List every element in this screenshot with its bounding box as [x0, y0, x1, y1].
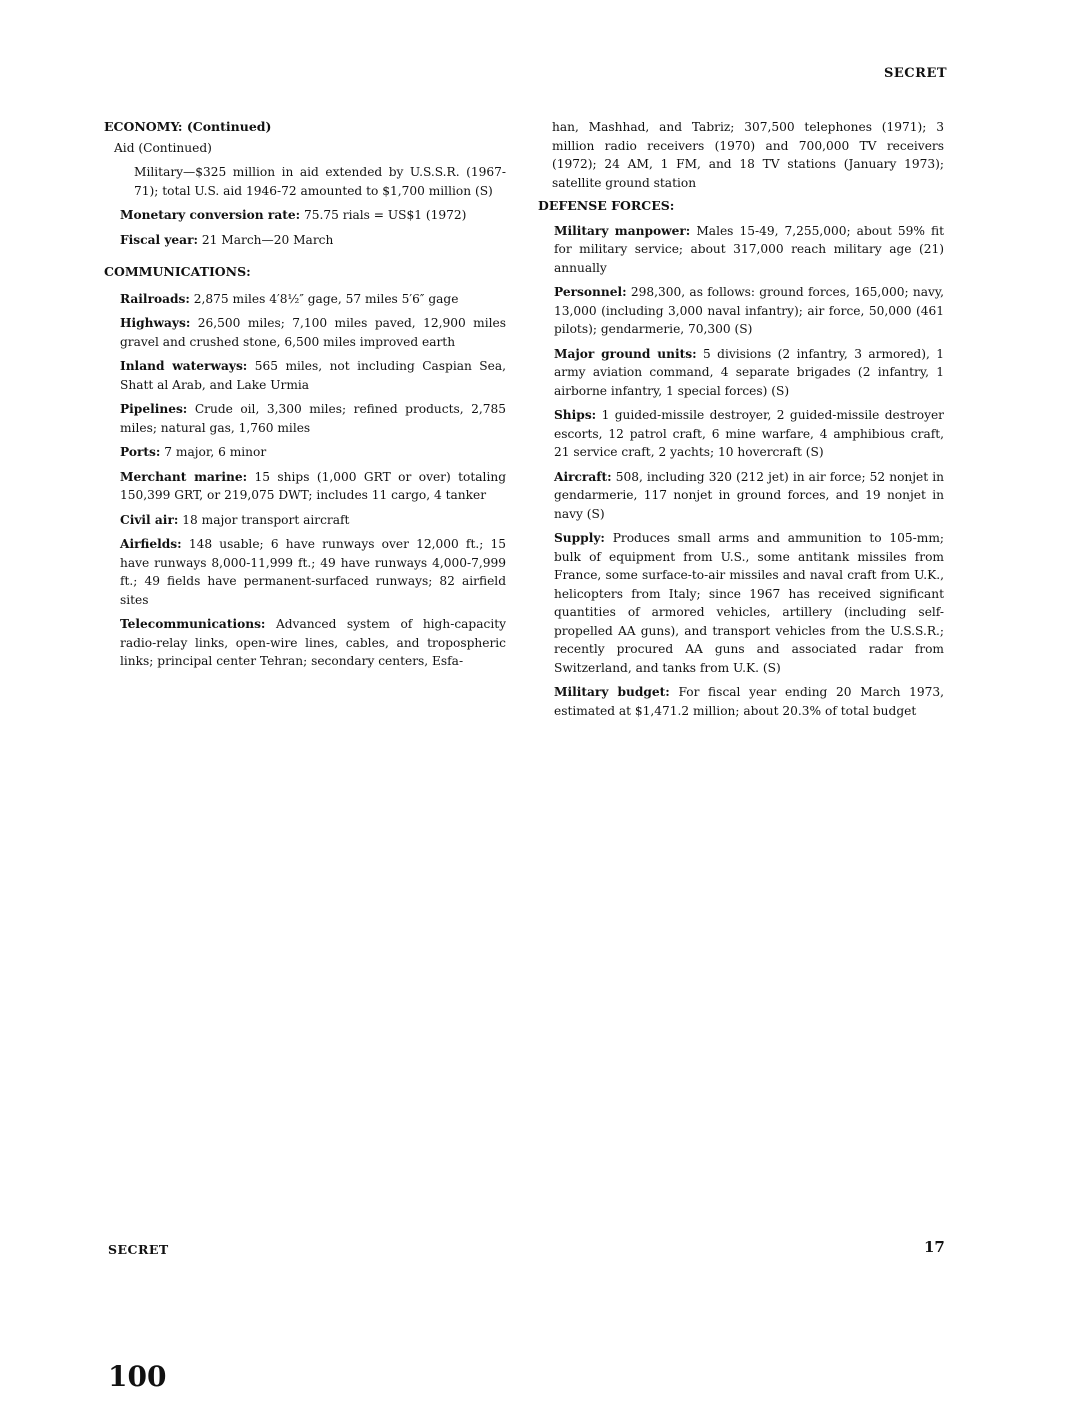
- ground-units-label: Major ground units:: [554, 346, 697, 361]
- civil-air-text: 18 major transport aircraft: [182, 512, 350, 527]
- manpower-text: Males 15-49, 7,255,000; about 59% fit for military service; about 317,000 reach military age (21) annually: [554, 223, 945, 275]
- waterways-label: Inland waterways:: [120, 359, 248, 373]
- civil-air-label: Civil air:: [120, 512, 179, 527]
- pipelines-text: Crude oil, 3,300 miles; refined products, 2,785 miles; natural gas, 1,760 miles: [120, 402, 506, 435]
- merchant-entry: [120, 468, 506, 505]
- ships-text: 1 guided-missile destroyer, 2 guided-missile destroyer escorts, 12 patrol craft, 6 mine warfare, 4 amphibious craft, 21 service craft, 2 yachts; 10 hovercraft (S): [554, 408, 945, 459]
- airfields-label: Airfields:: [120, 537, 182, 551]
- railroads-text: 2,875 miles 4′8½″ gage, 57 miles 5′6″ gage: [193, 291, 459, 306]
- merchant-text: 15 ships (1,000 GRT or over) totaling 150,399 GRT, or 219,075 DWT; includes 11 cargo, 4 tanker: [120, 469, 507, 502]
- telecom-entry: [120, 615, 506, 671]
- monetary-label: Monetary conversion rate:: [120, 208, 301, 222]
- aircraft-text: 508, including 320 (212 jet) in air force; 52 nonjet in gendarmerie, 117 nonjet in ground forces, and 19 nonjet in navy (S): [554, 469, 944, 521]
- pipelines-label: Pipelines:: [120, 402, 188, 416]
- personnel-entry: [554, 283, 944, 339]
- railroads-label: Railroads:: [120, 291, 190, 306]
- highways-label: Highways:: [120, 316, 191, 330]
- airfields-text: 148 usable; 6 have runways over 12,000 ft.; 15 have runways 8,000-11,999 ft.; 49 have runways 4,000-7,999 ft.; 49 fields have permanent-surfaced runways; 82 airfield sites: [120, 537, 507, 607]
- ships-label: Ships:: [554, 408, 597, 422]
- ground-units-text: 5 divisions (2 infantry, 3 armored), 1 army aviation command, 4 separate brigades (2 infantry, 1 airborne infantry, 1 special forces) (S): [554, 346, 945, 398]
- waterways-text: 565 miles, not including Caspian Sea, Shatt al Arab, and Lake Urmia: [120, 359, 506, 392]
- manpower-label: Military manpower:: [554, 223, 691, 238]
- budget-label: Military budget:: [554, 685, 670, 699]
- supply-entry: [554, 529, 944, 677]
- merchant-label: Merchant marine:: [120, 469, 248, 484]
- ports-entry: [120, 443, 506, 462]
- manpower-entry: [554, 222, 944, 278]
- ports-label: Ports:: [120, 445, 161, 459]
- ports-text: 7 major, 6 minor: [164, 445, 267, 459]
- defense-heading: DEFENSE FORCES:: [538, 198, 675, 213]
- fiscal-entry: [120, 231, 506, 250]
- header-classification: SECRET: [884, 66, 948, 81]
- railroads-entry: [120, 290, 506, 309]
- waterways-entry: [120, 357, 506, 394]
- aircraft-label: Aircraft:: [554, 469, 612, 484]
- communications-heading: COMMUNICATIONS:: [104, 264, 251, 279]
- personnel-label: Personnel:: [554, 285, 627, 299]
- highways-entry: [120, 314, 506, 351]
- monetary-text: 75.75 rials = US$1 (1972): [303, 208, 467, 222]
- ground-units-entry: [554, 345, 944, 401]
- fiscal-text: 21 March—20 March: [201, 232, 334, 247]
- monetary-entry: [120, 206, 506, 225]
- budget-entry: [554, 683, 944, 720]
- military-aid-text: Military—$325 million in aid extended by U.S.S.R. (1967-71); total U.S. aid 1946-72 amounted to $1,700 million (S): [134, 165, 506, 198]
- civil-air-entry: [120, 511, 506, 530]
- telecom-continued-text: han, Mashhad, and Tabriz; 307,500 telephones (1971); 3 million radio receivers (1970) and 700,000 TV receivers (1972); 24 AM, 1 FM, and 18 TV stations (January 1973); satellite ground station: [552, 120, 944, 190]
- budget-text: For fiscal year ending 20 March 1973, estimated at $1,471.2 million; about 20.3% of total budget: [554, 685, 945, 718]
- left-column: [104, 118, 506, 677]
- supply-text: Produces small arms and ammunition to 105-mm; bulk of equipment from U.S., some antitank missiles from France, some surface-to-air missiles and naval craft from U.K., helicopters from Italy; since 1967 has received significant quantities of armored vehicles, artillery (including self-propelled AA guns), and transport vehicles from the U.S.S.R.; recently procured AA guns and associated radar from Switzerland, and tanks from U.K. (S): [554, 531, 945, 675]
- supply-label: Supply:: [554, 531, 605, 545]
- personnel-text: 298,300, as follows: ground forces, 165,000; navy, 13,000 (including 3,000 naval infantry); air force, 50,000 (461 pilots); gendarmerie, 70,300 (S): [554, 285, 945, 336]
- pipelines-entry: [120, 400, 506, 437]
- footer-classification: SECRET: [108, 1242, 169, 1257]
- ships-entry: [554, 406, 944, 462]
- right-column: [538, 118, 944, 726]
- telecom-text: Advanced system of high-capacity radio-relay links, open-wire lines, cables, and tropospheric links; principal center Tehran; secondary centers, Esfa-: [120, 617, 506, 668]
- highways-text: 26,500 miles; 7,100 miles paved, 12,900 miles gravel and crushed stone, 6,500 miles improved earth: [120, 316, 506, 349]
- telecom-label: Telecommunications:: [120, 617, 266, 631]
- aid-heading: Aid (Continued): [114, 140, 212, 155]
- airfields-entry: [120, 535, 506, 609]
- economy-heading: ECONOMY: (Continued): [104, 119, 272, 134]
- fiscal-label: Fiscal year:: [120, 232, 198, 247]
- footer-page-number: 17: [924, 1238, 945, 1256]
- book-page-number: 100: [108, 1360, 167, 1393]
- aircraft-entry: [554, 468, 944, 524]
